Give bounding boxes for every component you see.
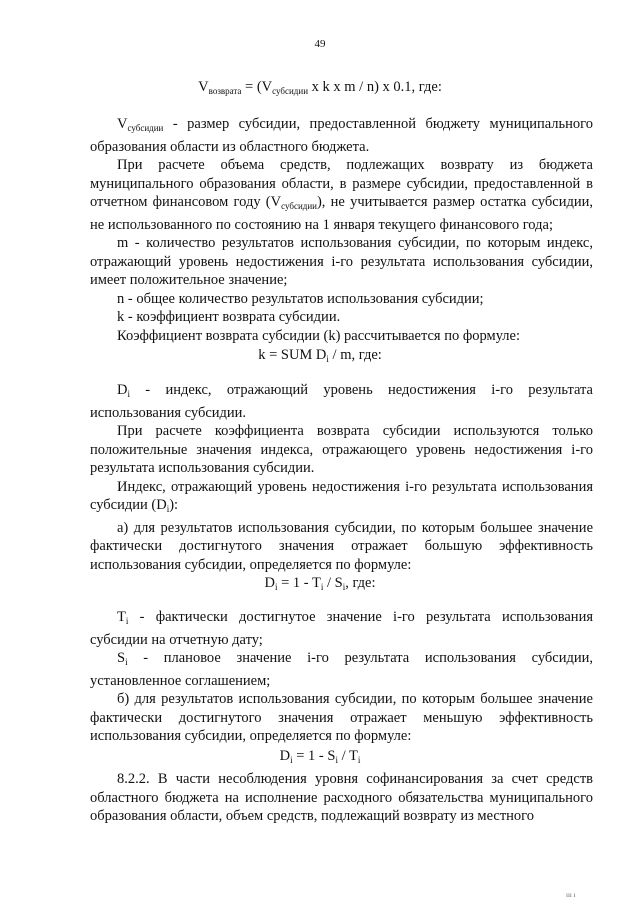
paragraph-index-intro: Индекс, отражающий уровень недостижения i-го результата использования субсидии $(D_i)$: bbox=[90, 478, 593, 514]
paragraph-calculation-note: При расчете объема средств, подлежащих возврату из бюджета муниципального образования области, в размере субсидии, предоставленной в отчетном финансовом году $(V_{субсидии})$, не учитывается размер остатка субсидии, не использованного по состоянию на 1 января текущего финансового года; bbox=[90, 157, 593, 233]
paragraph-si-definition: $S_i$ - плановое значение i-го результата использования субсидии, установленное соглашением; bbox=[90, 650, 593, 689]
formula-di-case-a: $D_i = 1 - T_i / S_i$, где: bbox=[264, 575, 376, 592]
paragraph-di-definition: $D_i$ - индекс, отражающий уровень недостижения i-го результата использования субсидии. bbox=[90, 382, 593, 421]
body-block-3 bbox=[90, 608, 593, 746]
paragraph-positive-values: При расчете коэффициента возврата субсидии используются только положительные значения индекса, отражающего уровень недостижения i-го результата использования субсидии. bbox=[90, 423, 593, 476]
body-block-1 bbox=[90, 115, 593, 345]
formula-refund-volume: $V_{возврата} = (V_{субсидии}$ x k x m / n) x 0.1, где: bbox=[198, 79, 442, 96]
paragraph-case-b: б) для результатов использования субсидии, по которым большее значение фактически достигнутого значения отражает меньшую эффективность использования субсидии, определяется по формуле: bbox=[90, 691, 593, 744]
scan-mark: ııı ı bbox=[566, 891, 576, 899]
page-number: 49 bbox=[314, 38, 326, 50]
formula-di-case-b: $D_i = 1 - S_i / T_i$ bbox=[279, 748, 361, 765]
body-block-4 bbox=[90, 770, 593, 826]
paragraph-ti-definition: $T_i$ - фактически достигнутое значение i-го результата использования субсидии на отчетную дату; bbox=[90, 609, 593, 648]
paragraph-case-a: а) для результатов использования субсидии, по которым большее значение фактически достигнутого значения отражает большую эффективность использования субсидии, определяется по формуле: bbox=[90, 519, 593, 573]
paragraph-k-formula-intro: Коэффициент возврата субсидии (k) рассчитывается по формуле: bbox=[117, 327, 521, 344]
paragraph-n-definition: n - общее количество результатов использования субсидии; bbox=[117, 290, 484, 307]
paragraph-m-definition: m - количество результатов использования субсидии, по которым индекс, отражающий уровень недостижения i-го результата использования субсидии, имеет положительное значение; bbox=[90, 235, 593, 288]
body-block-2 bbox=[90, 381, 593, 574]
paragraph-8-2-2: 8.2.2. В части несоблюдения уровня софинансирования за счет средств областного бюджета на исполнение расходного обязательства муниципального образования области, объем средств, подлежащий возврату из местного bbox=[90, 771, 593, 824]
paragraph-k-definition: k - коэффициент возврата субсидии. bbox=[117, 309, 341, 325]
paragraph-vsubsidy: $V_{субсидии}$ - размер субсидии, предоставленной бюджету муниципального образования области из областного бюджета. bbox=[90, 116, 593, 155]
formula-k: k = SUM $D_i$ / m, где: bbox=[258, 347, 382, 364]
